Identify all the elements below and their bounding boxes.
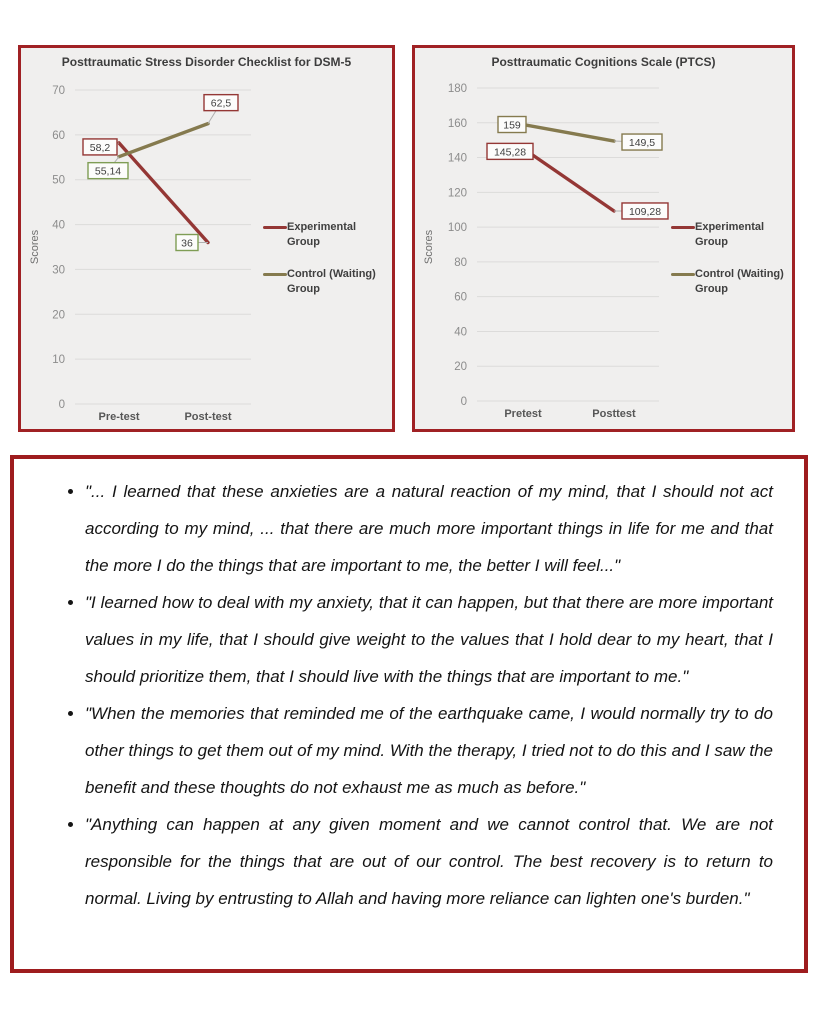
svg-text:Pre-test: Pre-test xyxy=(98,411,140,423)
svg-text:149,5: 149,5 xyxy=(628,137,656,150)
svg-text:140: 140 xyxy=(447,152,467,165)
gridlines-and-ticks xyxy=(52,85,251,411)
quote-item: • "... I learned that these anxieties are a natural reaction of my mind, that I should not act according to my mind, ... that there are much more important things in life for me and that the more I do the things that are important to me, the better I will feel..." xyxy=(85,473,773,584)
data-label xyxy=(88,157,128,179)
svg-text:159: 159 xyxy=(503,119,521,132)
chart-ptcs-frame xyxy=(412,45,795,432)
svg-text:20: 20 xyxy=(52,309,65,322)
svg-text:20: 20 xyxy=(454,361,467,374)
series-line xyxy=(523,125,614,142)
svg-text:80: 80 xyxy=(454,256,467,269)
svg-text:109,28: 109,28 xyxy=(628,205,662,218)
chart-ptsd-frame xyxy=(18,45,395,432)
legend-line-swatch xyxy=(671,226,695,229)
legend-line-swatch xyxy=(263,226,287,229)
legend-item-control xyxy=(671,267,791,297)
quote-item: • "When the memories that reminded me of the earthquake came, I would normally try to do other things to get them out of my mind. With the therapy, I tried not to do this and I saw the benefit and these thoughts do not exhaust me as much as before." xyxy=(85,695,773,806)
chart-title: Posttraumatic Stress Disorder Checklist for DSM-5 xyxy=(61,55,352,69)
svg-text:60: 60 xyxy=(454,291,467,304)
legend-line-swatch xyxy=(263,273,287,276)
legend-item-experimental xyxy=(263,220,391,250)
svg-text:160: 160 xyxy=(447,117,467,130)
legend-label: Experimental Group xyxy=(287,221,357,248)
data-label xyxy=(498,117,526,133)
y-axis-label: Scores xyxy=(423,229,435,265)
data-label xyxy=(487,143,533,159)
legend xyxy=(263,220,391,297)
svg-text:120: 120 xyxy=(447,187,467,200)
legend xyxy=(671,220,791,297)
data-label xyxy=(614,203,668,219)
svg-text:0: 0 xyxy=(460,396,467,408)
x-axis-labels xyxy=(504,408,636,420)
svg-text:55,14: 55,14 xyxy=(94,165,122,178)
quotes-box xyxy=(10,455,808,973)
data-label xyxy=(83,139,119,155)
legend-label: Control (Waiting) Group xyxy=(287,268,376,295)
legend-item-experimental xyxy=(671,220,791,250)
svg-text:100: 100 xyxy=(447,222,467,235)
svg-text:50: 50 xyxy=(52,174,65,187)
legend-item-control xyxy=(263,267,391,297)
data-label xyxy=(614,134,662,150)
svg-text:30: 30 xyxy=(52,264,65,277)
x-axis-labels xyxy=(99,411,232,423)
series-line xyxy=(119,143,208,243)
quote-list xyxy=(57,473,773,917)
svg-text:40: 40 xyxy=(454,326,467,339)
svg-text:0: 0 xyxy=(58,399,65,411)
legend-line-swatch xyxy=(671,273,695,276)
svg-text:60: 60 xyxy=(52,129,65,142)
svg-text:Post-test: Post-test xyxy=(184,411,232,423)
svg-text:180: 180 xyxy=(447,83,467,95)
svg-text:70: 70 xyxy=(52,85,65,97)
svg-text:62,5: 62,5 xyxy=(210,97,232,110)
legend-label: Experimental Group xyxy=(695,221,765,248)
svg-text:40: 40 xyxy=(52,219,65,232)
quote-item: • "I learned how to deal with my anxiety, that it can happen, but that there are more important values in my life, that I should give weight to the values that I hold dear to my heart, that I should prioritize them, that I should live with the things that are important to me." xyxy=(85,584,773,695)
svg-text:145,28: 145,28 xyxy=(493,146,527,159)
quote-item: • "Anything can happen at any given moment and we cannot control that. We are not responsible for the things that are out of our control. The best recovery is to return to normal. Living by entrusting to Allah and having more reliance can lighten one's burden." xyxy=(85,806,773,917)
svg-text:10: 10 xyxy=(52,354,65,367)
svg-text:Posttest: Posttest xyxy=(592,408,636,420)
svg-text:58,2: 58,2 xyxy=(89,141,111,154)
svg-text:36: 36 xyxy=(181,237,193,250)
data-label xyxy=(204,95,238,124)
chart-title: Posttraumatic Cognitions Scale (PTCS) xyxy=(491,55,716,69)
series-line xyxy=(119,124,208,157)
legend-label: Control (Waiting) Group xyxy=(695,268,784,295)
svg-text:Pretest: Pretest xyxy=(504,408,542,420)
y-axis-label: Scores xyxy=(29,229,41,265)
